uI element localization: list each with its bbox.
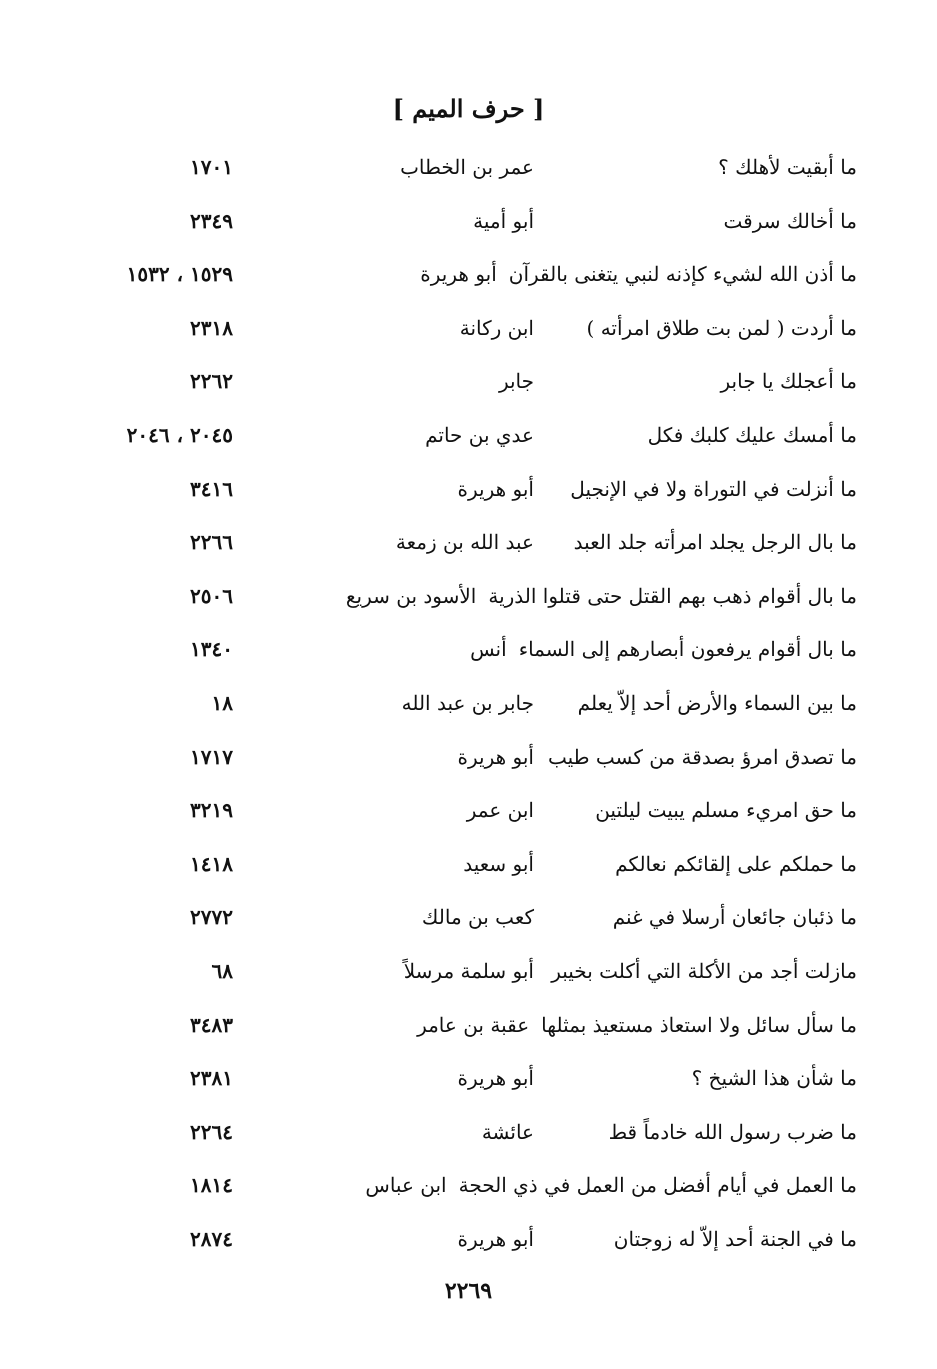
index-row bbox=[0, 842, 937, 896]
hadith-number: ١٤١٨ bbox=[190, 851, 233, 876]
index-row bbox=[0, 735, 937, 789]
index-row bbox=[0, 359, 937, 413]
hadith-number: ٢٢٦٦ bbox=[190, 530, 233, 555]
hadith-number: ٢٥٠٦ bbox=[190, 583, 233, 608]
hadith-text: ما بال الرجل يجلد امرأته جلد العبد bbox=[573, 530, 857, 555]
hadith-number: ٣٢١٩ bbox=[190, 798, 233, 823]
hadith-number: ١٣٤٠ bbox=[190, 637, 233, 662]
narrator-name: جابر bbox=[498, 369, 534, 394]
hadith-text: ما تصدق امرؤ بصدقة من كسب طيب bbox=[547, 744, 857, 769]
narrator-name: الأسود بن سريع bbox=[345, 583, 477, 608]
index-row bbox=[0, 252, 937, 306]
hadith-number: ٣٤١٦ bbox=[190, 476, 233, 501]
index-row bbox=[0, 413, 937, 467]
hadith-text: مازلت أجد من الأكلة التي أكلت بخيبر bbox=[551, 958, 857, 983]
hadith-text: ما ضرب رسول الله خادماً قط bbox=[608, 1119, 857, 1144]
hadith-number: ٢٢٦٢ bbox=[190, 369, 233, 394]
index-row bbox=[0, 574, 937, 628]
hadith-text: ما سأل سائل ولا استعاذ مستعيذ بمثلها bbox=[541, 1012, 857, 1037]
hadith-number: ٢٣٤٩ bbox=[190, 208, 233, 233]
hadith-text: ما شأن هذا الشيخ ؟ bbox=[691, 1066, 857, 1091]
hadith-text: ما بال أقوام يرفعون أبصارهم إلى السماء bbox=[518, 637, 857, 662]
hadith-number: ٦٨ bbox=[211, 958, 233, 983]
hadith-number: ٣٤٨٣ bbox=[190, 1012, 233, 1037]
hadith-text: ما العمل في أيام أفضل من العمل في ذي الحجة bbox=[458, 1173, 857, 1198]
index-row bbox=[0, 1163, 937, 1217]
hadith-number: ٢٠٤٥ ، ٢٠٤٦ bbox=[126, 422, 233, 447]
narrator-name: ابن عباس bbox=[365, 1173, 447, 1198]
hadith-text: ما أمسك عليك كلبك فكل bbox=[647, 422, 857, 447]
hadith-text: ما ذئبان جائعان أرسلا في غنم bbox=[612, 905, 857, 930]
index-row bbox=[0, 895, 937, 949]
index-row bbox=[0, 306, 937, 360]
hadith-number: ١٥٢٩ ، ١٥٣٢ bbox=[126, 262, 233, 287]
narrator-name: أبو سلمة مرسلاً bbox=[403, 958, 534, 983]
hadith-text: ما أنزلت في التوراة ولا في الإنجيل bbox=[570, 476, 857, 501]
hadith-text: ما أعجلك يا جابر bbox=[720, 369, 857, 394]
index-row bbox=[0, 788, 937, 842]
hadith-number: ٢٣٨١ bbox=[190, 1066, 233, 1091]
narrator-name: أبو هريرة bbox=[457, 476, 534, 501]
narrator-name: أنس bbox=[470, 637, 507, 662]
hadith-text: ما حملكم على إلقائكم نعالكم bbox=[615, 851, 857, 876]
index-row bbox=[0, 949, 937, 1003]
hadith-number: ١٧١٧ bbox=[190, 744, 233, 769]
narrator-name: عمر بن الخطاب bbox=[400, 155, 534, 179]
narrator-name: عبد الله بن زمعة bbox=[395, 530, 534, 555]
index-row bbox=[0, 199, 937, 253]
narrator-name: أبو أمية bbox=[473, 208, 534, 233]
narrator-name: عائشة bbox=[481, 1119, 534, 1144]
hadith-text: ما أخالك سرقت bbox=[723, 208, 857, 233]
index-row bbox=[0, 1217, 937, 1271]
hadith-number: ٢٣١٨ bbox=[190, 315, 233, 340]
narrator-name: أبو هريرة bbox=[457, 1066, 534, 1091]
narrator-name: عدي بن حاتم bbox=[425, 422, 534, 447]
hadith-text: ما بال أقوام ذهب بهم القتل حتى قتلوا الذرية bbox=[488, 583, 857, 608]
hadith-text: ما أبقيت لأهلك ؟ bbox=[718, 155, 857, 179]
narrator-name: أبو هريرة bbox=[457, 744, 534, 769]
narrator-name: أبو هريرة bbox=[420, 262, 497, 287]
index-row bbox=[0, 467, 937, 521]
index-row bbox=[0, 681, 937, 735]
section-heading: [ حرف الميم ] bbox=[392, 94, 545, 123]
narrator-name: ابن ركانة bbox=[459, 315, 534, 340]
hadith-number: ٢٧٧٢ bbox=[190, 905, 233, 930]
hadith-number: ٢٨٧٤ bbox=[190, 1226, 233, 1251]
narrator-name: عقبة بن عامر bbox=[417, 1012, 530, 1037]
narrator-name: ابن عمر bbox=[466, 798, 534, 823]
hadith-number: ١٨ bbox=[211, 690, 233, 715]
index-row bbox=[0, 1056, 937, 1110]
index-row bbox=[0, 627, 937, 681]
hadith-text: ما بين السماء والأرض أحد إلاّ يعلم bbox=[577, 690, 857, 715]
narrator-name: جابر بن عبد الله bbox=[401, 690, 534, 715]
index-row bbox=[0, 1110, 937, 1164]
page-number: ٢٢٦٩ bbox=[444, 1278, 493, 1304]
hadith-number: ١٨١٤ bbox=[190, 1173, 233, 1198]
index-row bbox=[0, 145, 937, 199]
index-list bbox=[0, 145, 937, 1270]
hadith-number: ١٧٠١ bbox=[190, 155, 233, 179]
narrator-name: أبو سعيد bbox=[463, 851, 534, 876]
hadith-text: ما أذن الله لشيء كإذنه لنبي يتغنى بالقرآن bbox=[508, 262, 857, 287]
hadith-text: ما في الجنة أحد إلاّ له زوجتان bbox=[613, 1226, 857, 1251]
hadith-number: ٢٢٦٤ bbox=[190, 1119, 233, 1144]
hadith-text: ما أردت ( لمن بت طلاق امرأته ) bbox=[586, 315, 857, 340]
index-row bbox=[0, 1003, 937, 1057]
hadith-text: ما حق امريء مسلم يبيت ليلتين bbox=[595, 798, 857, 823]
index-row bbox=[0, 520, 937, 574]
narrator-name: أبو هريرة bbox=[457, 1226, 534, 1251]
narrator-name: كعب بن مالك bbox=[421, 905, 534, 930]
